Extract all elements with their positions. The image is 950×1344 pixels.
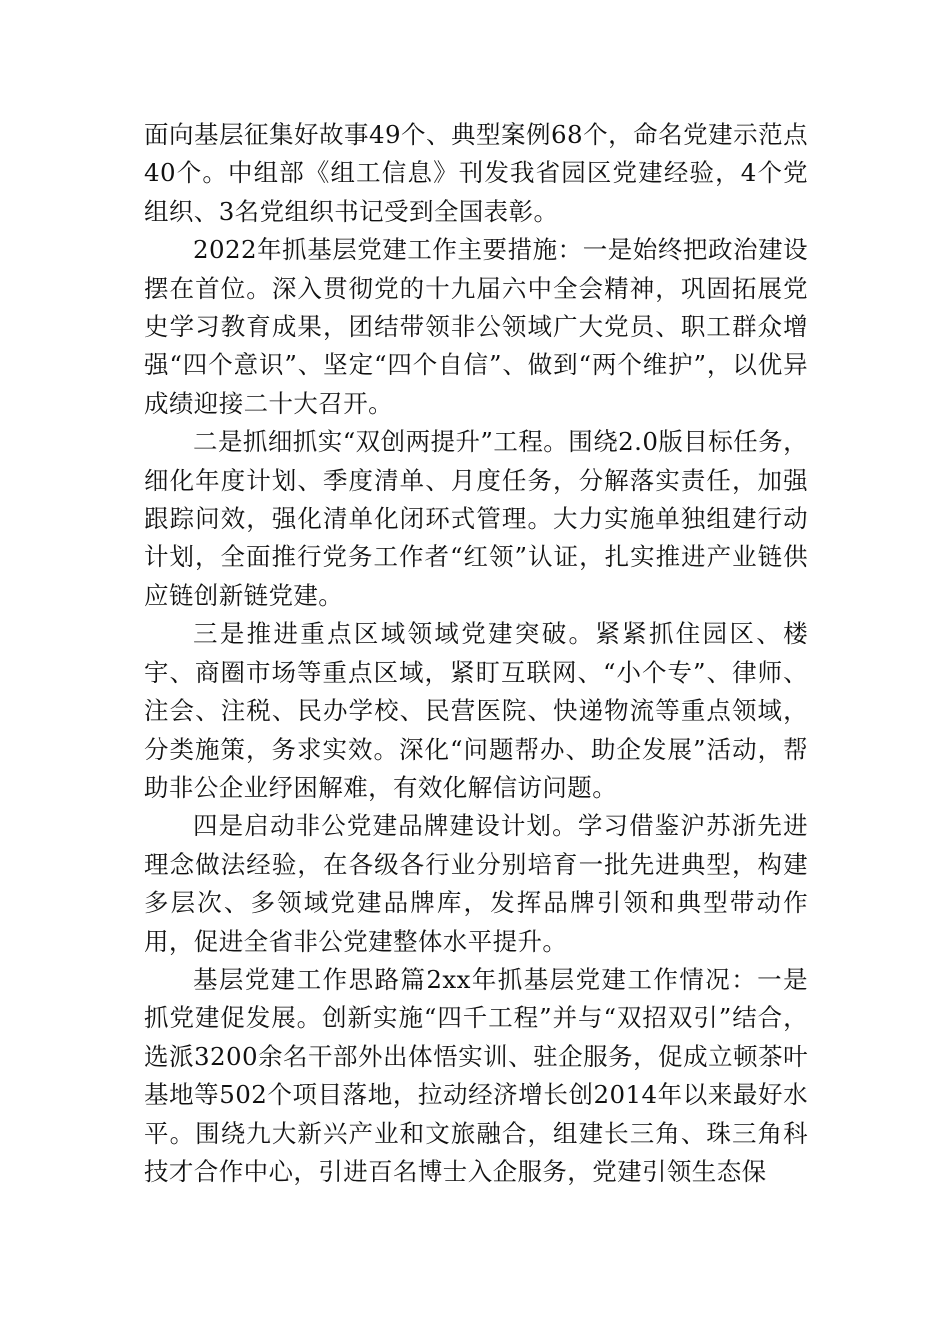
paragraph-main-measures: 2022年抓基层党建工作主要措施：一是始终把政治建设摆在首位。深入贯彻党的十九届六中全会精神，巩固拓展党史学习教育成果，团结带领非公领域广大党员、职工群众增强“四个意识”、坚定“四个自信”、做到“两个维护”，以优异成绩迎接二十大召开。	[144, 235, 808, 418]
paragraph-continuation: 面向基层征集好故事49个、典型案例68个，命名党建示范点40个。中组部《组工信息》刊发我省园区党建经验，4个党组织、3名党组织书记受到全国表彰。	[144, 120, 808, 226]
paragraph-measure-two: 二是抓细抓实“双创两提升”工程。围绕2.0版目标任务，细化年度计划、季度清单、月度任务，分解落实责任，加强跟踪问效，强化清单化闭环式管理。大力实施单独组建行动计划，全面推行党务工作者“红领”认证，扎实推进产业链供应链创新链党建。	[144, 427, 808, 610]
document-body	[144, 116, 808, 1191]
paragraph-section-two: 基层党建工作思路篇2xx年抓基层党建工作情况：一是抓党建促发展。创新实施“四千工程”并与“双招双引”结合，选派3200余名干部外出体悟实训、驻企服务，促成立顿茶叶基地等502个项目落地，拉动经济增长创2014年以来最好水平。围绕九大新兴产业和文旅融合，组建长三角、珠三角科技才合作中心，引进百名博士入企服务，党建引领生态保	[144, 964, 808, 1186]
paragraph-measure-four: 四是启动非公党建品牌建设计划。学习借鉴沪苏浙先进理念做法经验，在各级各行业分别培育一批先进典型，构建多层次、多领域党建品牌库，发挥品牌引领和典型带动作用，促进全省非公党建整体水平提升。	[144, 811, 808, 956]
paragraph-measure-three: 三是推进重点区域领域党建突破。紧紧抓住园区、楼宇、商圈市场等重点区域，紧盯互联网、“小个专”、律师、注会、注税、民办学校、民营医院、快递物流等重点领域，分类施策，务求实效。深化“问题帮办、助企发展”活动，帮助非公企业纾困解难，有效化解信访问题。	[144, 619, 808, 802]
